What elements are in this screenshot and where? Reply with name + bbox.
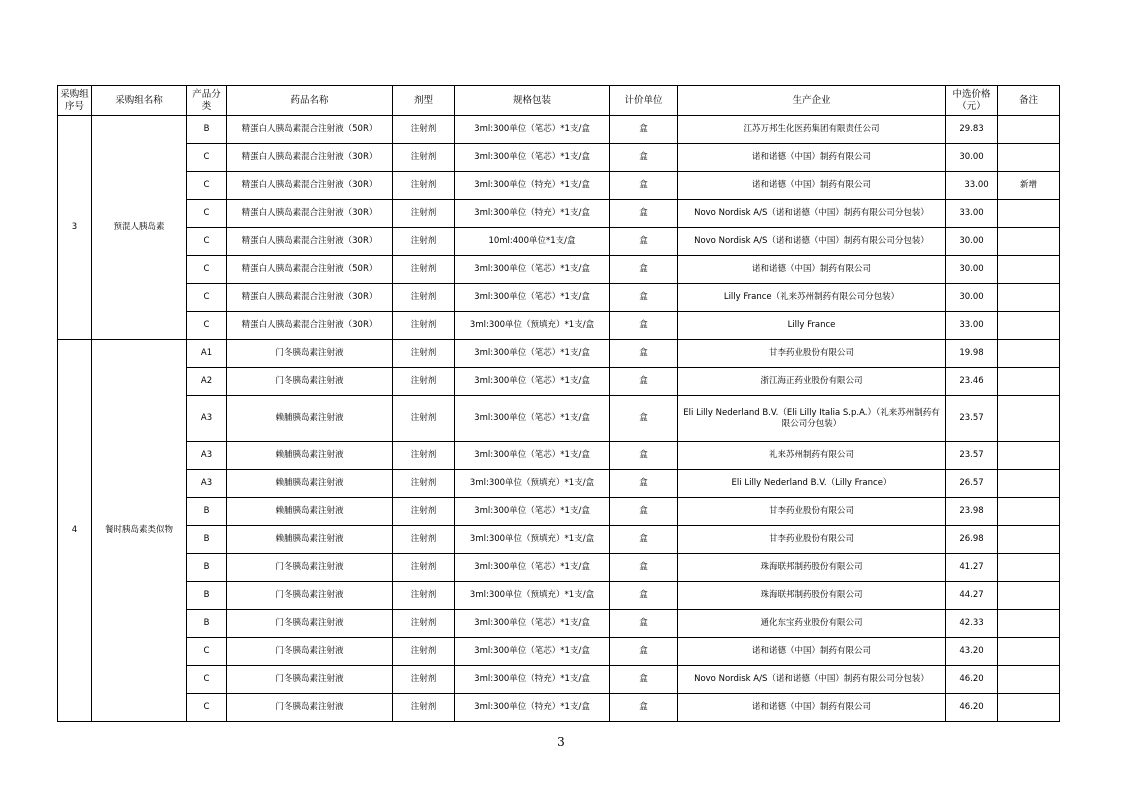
category-cell: C bbox=[187, 666, 227, 694]
table-row bbox=[58, 256, 1060, 284]
unit-cell: 盒 bbox=[610, 526, 678, 554]
manufacturer-cell: Novo Nordisk A/S（诺和诺德（中国）制药有限公司分包装） bbox=[678, 228, 946, 256]
drug-name-cell: 门冬胰岛素注射液 bbox=[227, 666, 393, 694]
price-cell: 26.57 bbox=[946, 470, 998, 498]
unit-cell: 盒 bbox=[610, 256, 678, 284]
unit-cell: 盒 bbox=[610, 470, 678, 498]
price-cell: 30.00 bbox=[946, 144, 998, 172]
table-row bbox=[58, 610, 1060, 638]
table-header-row bbox=[58, 86, 1060, 116]
spec-cell: 3ml:300单位（笔芯）*1支/盒 bbox=[455, 256, 610, 284]
price-cell: 46.20 bbox=[946, 694, 998, 722]
unit-cell: 盒 bbox=[610, 116, 678, 144]
remark-cell bbox=[998, 340, 1060, 368]
table-row bbox=[58, 582, 1060, 610]
dosage-form-cell: 注射剂 bbox=[393, 526, 455, 554]
drug-name-cell: 精蛋白人胰岛素混合注射液（50R） bbox=[227, 116, 393, 144]
category-cell: C bbox=[187, 284, 227, 312]
spec-cell: 3ml:300单位（笔芯）*1支/盒 bbox=[455, 368, 610, 396]
spec-cell: 3ml:300单位（预填充）*1支/盒 bbox=[455, 470, 610, 498]
drug-name-cell: 门冬胰岛素注射液 bbox=[227, 694, 393, 722]
drug-name-cell: 门冬胰岛素注射液 bbox=[227, 554, 393, 582]
remark-cell bbox=[998, 638, 1060, 666]
remark-cell bbox=[998, 610, 1060, 638]
drug-name-cell: 赖脯胰岛素注射液 bbox=[227, 396, 393, 442]
unit-cell: 盒 bbox=[610, 442, 678, 470]
table-row bbox=[58, 200, 1060, 228]
category-cell: C bbox=[187, 256, 227, 284]
price-cell: 23.46 bbox=[946, 368, 998, 396]
spec-cell: 3ml:300单位（特充）*1支/盒 bbox=[455, 666, 610, 694]
unit-cell: 盒 bbox=[610, 396, 678, 442]
table-row bbox=[58, 312, 1060, 340]
drug-name-cell: 精蛋白人胰岛素混合注射液（30R） bbox=[227, 312, 393, 340]
dosage-form-cell: 注射剂 bbox=[393, 340, 455, 368]
dosage-form-cell: 注射剂 bbox=[393, 666, 455, 694]
table-row bbox=[58, 368, 1060, 396]
drug-name-cell: 精蛋白人胰岛素混合注射液（30R） bbox=[227, 228, 393, 256]
category-cell: B bbox=[187, 554, 227, 582]
manufacturer-cell: 诺和诺德（中国）制药有限公司 bbox=[678, 172, 946, 200]
dosage-form-cell: 注射剂 bbox=[393, 228, 455, 256]
remark-cell bbox=[998, 284, 1060, 312]
header-drug-name: 药品名称 bbox=[227, 86, 393, 116]
drug-name-cell: 赖脯胰岛素注射液 bbox=[227, 470, 393, 498]
manufacturer-cell: Novo Nordisk A/S（诺和诺德（中国）制药有限公司分包装） bbox=[678, 666, 946, 694]
manufacturer-cell: 珠海联邦制药股份有限公司 bbox=[678, 582, 946, 610]
category-cell: B bbox=[187, 526, 227, 554]
drug-name-cell: 精蛋白人胰岛素混合注射液（30R） bbox=[227, 284, 393, 312]
dosage-form-cell: 注射剂 bbox=[393, 368, 455, 396]
table-row bbox=[58, 638, 1060, 666]
manufacturer-cell: 甘李药业股份有限公司 bbox=[678, 498, 946, 526]
table-row bbox=[58, 694, 1060, 722]
remark-cell bbox=[998, 368, 1060, 396]
price-cell: 41.27 bbox=[946, 554, 998, 582]
category-cell: C bbox=[187, 200, 227, 228]
price-cell: 23.98 bbox=[946, 498, 998, 526]
spec-cell: 3ml:300单位（笔芯）*1支/盒 bbox=[455, 442, 610, 470]
table-row bbox=[58, 172, 1060, 200]
spec-cell: 3ml:300单位（笔芯）*1支/盒 bbox=[455, 610, 610, 638]
category-cell: B bbox=[187, 498, 227, 526]
group-name-cell: 餐时胰岛素类似物 bbox=[92, 340, 187, 722]
price-cell: 30.00 bbox=[946, 256, 998, 284]
spec-cell: 3ml:300单位（笔芯）*1支/盒 bbox=[455, 498, 610, 526]
remark-cell bbox=[998, 312, 1060, 340]
category-cell: C bbox=[187, 312, 227, 340]
drug-name-cell: 门冬胰岛素注射液 bbox=[227, 368, 393, 396]
unit-cell: 盒 bbox=[610, 666, 678, 694]
table-row bbox=[58, 284, 1060, 312]
category-cell: A3 bbox=[187, 396, 227, 442]
table-row bbox=[58, 470, 1060, 498]
drug-name-cell: 精蛋白人胰岛素混合注射液（30R） bbox=[227, 200, 393, 228]
unit-cell: 盒 bbox=[610, 284, 678, 312]
category-cell: A3 bbox=[187, 470, 227, 498]
remark-cell bbox=[998, 200, 1060, 228]
unit-cell: 盒 bbox=[610, 172, 678, 200]
unit-cell: 盒 bbox=[610, 368, 678, 396]
spec-cell: 3ml:300单位（笔芯）*1支/盒 bbox=[455, 144, 610, 172]
price-cell: 33.00 bbox=[946, 172, 998, 200]
dosage-form-cell: 注射剂 bbox=[393, 312, 455, 340]
price-cell: 23.57 bbox=[946, 442, 998, 470]
drug-procurement-table bbox=[57, 85, 1060, 722]
unit-cell: 盒 bbox=[610, 694, 678, 722]
dosage-form-cell: 注射剂 bbox=[393, 442, 455, 470]
remark-cell bbox=[998, 396, 1060, 442]
manufacturer-cell: 甘李药业股份有限公司 bbox=[678, 340, 946, 368]
unit-cell: 盒 bbox=[610, 610, 678, 638]
table-row bbox=[58, 666, 1060, 694]
remark-cell bbox=[998, 666, 1060, 694]
spec-cell: 3ml:300单位（笔芯）*1支/盒 bbox=[455, 340, 610, 368]
dosage-form-cell: 注射剂 bbox=[393, 396, 455, 442]
category-cell: B bbox=[187, 610, 227, 638]
table-row bbox=[58, 396, 1060, 442]
spec-cell: 3ml:300单位（笔芯）*1支/盒 bbox=[455, 116, 610, 144]
dosage-form-cell: 注射剂 bbox=[393, 498, 455, 526]
spec-cell: 3ml:300单位（预填充）*1支/盒 bbox=[455, 312, 610, 340]
manufacturer-cell: Lilly France（礼来苏州制药有限公司分包装） bbox=[678, 284, 946, 312]
remark-cell bbox=[998, 256, 1060, 284]
price-cell: 42.33 bbox=[946, 610, 998, 638]
group-no-cell: 3 bbox=[58, 116, 92, 340]
table-row bbox=[58, 554, 1060, 582]
spec-cell: 3ml:300单位（笔芯）*1支/盒 bbox=[455, 284, 610, 312]
remark-cell bbox=[998, 144, 1060, 172]
manufacturer-cell: 诺和诺德（中国）制药有限公司 bbox=[678, 144, 946, 172]
category-cell: A1 bbox=[187, 340, 227, 368]
unit-cell: 盒 bbox=[610, 638, 678, 666]
drug-name-cell: 门冬胰岛素注射液 bbox=[227, 340, 393, 368]
group-no-cell: 4 bbox=[58, 340, 92, 722]
unit-cell: 盒 bbox=[610, 582, 678, 610]
manufacturer-cell: Eli Lilly Nederland B.V.（Eli Lilly Italia S.p.A.）（礼来苏州制药有限公司分包装） bbox=[678, 396, 946, 442]
spec-cell: 3ml:300单位（特充）*1支/盒 bbox=[455, 694, 610, 722]
header-manufacturer: 生产企业 bbox=[678, 86, 946, 116]
remark-cell: 新增 bbox=[998, 172, 1060, 200]
unit-cell: 盒 bbox=[610, 228, 678, 256]
dosage-form-cell: 注射剂 bbox=[393, 470, 455, 498]
remark-cell bbox=[998, 470, 1060, 498]
manufacturer-cell: 诺和诺德（中国）制药有限公司 bbox=[678, 638, 946, 666]
category-cell: C bbox=[187, 172, 227, 200]
spec-cell: 3ml:300单位（笔芯）*1支/盒 bbox=[455, 638, 610, 666]
spec-cell: 3ml:300单位（笔芯）*1支/盒 bbox=[455, 554, 610, 582]
header-group-no: 采购组序号 bbox=[58, 86, 92, 116]
category-cell: A2 bbox=[187, 368, 227, 396]
manufacturer-cell: 通化东宝药业股份有限公司 bbox=[678, 610, 946, 638]
dosage-form-cell: 注射剂 bbox=[393, 610, 455, 638]
drug-name-cell: 精蛋白人胰岛素混合注射液（50R） bbox=[227, 256, 393, 284]
unit-cell: 盒 bbox=[610, 340, 678, 368]
category-cell: C bbox=[187, 638, 227, 666]
spec-cell: 3ml:300单位（特充）*1支/盒 bbox=[455, 200, 610, 228]
header-unit: 计价单位 bbox=[610, 86, 678, 116]
group-name-cell: 预混人胰岛素 bbox=[92, 116, 187, 340]
category-cell: B bbox=[187, 116, 227, 144]
price-cell: 46.20 bbox=[946, 666, 998, 694]
price-cell: 30.00 bbox=[946, 228, 998, 256]
manufacturer-cell: 江苏万邦生化医药集团有限责任公司 bbox=[678, 116, 946, 144]
drug-name-cell: 赖脯胰岛素注射液 bbox=[227, 498, 393, 526]
spec-cell: 3ml:300单位（预填充）*1支/盒 bbox=[455, 582, 610, 610]
drug-name-cell: 精蛋白人胰岛素混合注射液（30R） bbox=[227, 144, 393, 172]
header-dosage-form: 剂型 bbox=[393, 86, 455, 116]
spec-cell: 3ml:300单位（预填充）*1支/盒 bbox=[455, 526, 610, 554]
unit-cell: 盒 bbox=[610, 144, 678, 172]
price-cell: 44.27 bbox=[946, 582, 998, 610]
price-cell: 26.98 bbox=[946, 526, 998, 554]
header-spec: 规格包装 bbox=[455, 86, 610, 116]
price-cell: 33.00 bbox=[946, 200, 998, 228]
price-cell: 23.57 bbox=[946, 396, 998, 442]
spec-cell: 3ml:300单位（笔芯）*1支/盒 bbox=[455, 396, 610, 442]
manufacturer-cell: 礼来苏州制药有限公司 bbox=[678, 442, 946, 470]
dosage-form-cell: 注射剂 bbox=[393, 144, 455, 172]
dosage-form-cell: 注射剂 bbox=[393, 638, 455, 666]
page-number: 3 bbox=[557, 735, 565, 749]
header-group-name: 采购组名称 bbox=[92, 86, 187, 116]
spec-cell: 3ml:300单位（特充）*1支/盒 bbox=[455, 172, 610, 200]
drug-name-cell: 精蛋白人胰岛素混合注射液（30R） bbox=[227, 172, 393, 200]
category-cell: C bbox=[187, 694, 227, 722]
remark-cell bbox=[998, 116, 1060, 144]
drug-name-cell: 赖脯胰岛素注射液 bbox=[227, 526, 393, 554]
price-cell: 30.00 bbox=[946, 284, 998, 312]
drug-name-cell: 门冬胰岛素注射液 bbox=[227, 638, 393, 666]
table-row bbox=[58, 498, 1060, 526]
remark-cell bbox=[998, 582, 1060, 610]
price-cell: 19.98 bbox=[946, 340, 998, 368]
remark-cell bbox=[998, 554, 1060, 582]
category-cell: C bbox=[187, 144, 227, 172]
manufacturer-cell: Novo Nordisk A/S（诺和诺德（中国）制药有限公司分包装） bbox=[678, 200, 946, 228]
remark-cell bbox=[998, 228, 1060, 256]
dosage-form-cell: 注射剂 bbox=[393, 554, 455, 582]
manufacturer-cell: 浙江海正药业股份有限公司 bbox=[678, 368, 946, 396]
manufacturer-cell: 甘李药业股份有限公司 bbox=[678, 526, 946, 554]
remark-cell bbox=[998, 498, 1060, 526]
category-cell: B bbox=[187, 582, 227, 610]
dosage-form-cell: 注射剂 bbox=[393, 200, 455, 228]
dosage-form-cell: 注射剂 bbox=[393, 256, 455, 284]
unit-cell: 盒 bbox=[610, 200, 678, 228]
header-category: 产品分类 bbox=[187, 86, 227, 116]
unit-cell: 盒 bbox=[610, 498, 678, 526]
price-cell: 29.83 bbox=[946, 116, 998, 144]
manufacturer-cell: 珠海联邦制药股份有限公司 bbox=[678, 554, 946, 582]
drug-name-cell: 赖脯胰岛素注射液 bbox=[227, 442, 393, 470]
dosage-form-cell: 注射剂 bbox=[393, 172, 455, 200]
table-row bbox=[58, 340, 1060, 368]
category-cell: C bbox=[187, 228, 227, 256]
unit-cell: 盒 bbox=[610, 554, 678, 582]
dosage-form-cell: 注射剂 bbox=[393, 284, 455, 312]
table-row bbox=[58, 442, 1060, 470]
drug-name-cell: 门冬胰岛素注射液 bbox=[227, 582, 393, 610]
table-row bbox=[58, 228, 1060, 256]
manufacturer-cell: 诺和诺德（中国）制药有限公司 bbox=[678, 256, 946, 284]
header-price: 中选价格（元） bbox=[946, 86, 998, 116]
drug-name-cell: 门冬胰岛素注射液 bbox=[227, 610, 393, 638]
header-remark: 备注 bbox=[998, 86, 1060, 116]
dosage-form-cell: 注射剂 bbox=[393, 116, 455, 144]
remark-cell bbox=[998, 442, 1060, 470]
manufacturer-cell: 诺和诺德（中国）制药有限公司 bbox=[678, 694, 946, 722]
table-row bbox=[58, 144, 1060, 172]
price-cell: 33.00 bbox=[946, 312, 998, 340]
dosage-form-cell: 注射剂 bbox=[393, 694, 455, 722]
manufacturer-cell: Lilly France bbox=[678, 312, 946, 340]
table-body bbox=[58, 116, 1060, 722]
price-cell: 43.20 bbox=[946, 638, 998, 666]
table-row bbox=[58, 116, 1060, 144]
remark-cell bbox=[998, 526, 1060, 554]
category-cell: A3 bbox=[187, 442, 227, 470]
unit-cell: 盒 bbox=[610, 312, 678, 340]
manufacturer-cell: Eli Lilly Nederland B.V.（Lilly France） bbox=[678, 470, 946, 498]
spec-cell: 10ml:400单位*1支/盒 bbox=[455, 228, 610, 256]
table-row bbox=[58, 526, 1060, 554]
remark-cell bbox=[998, 694, 1060, 722]
dosage-form-cell: 注射剂 bbox=[393, 582, 455, 610]
